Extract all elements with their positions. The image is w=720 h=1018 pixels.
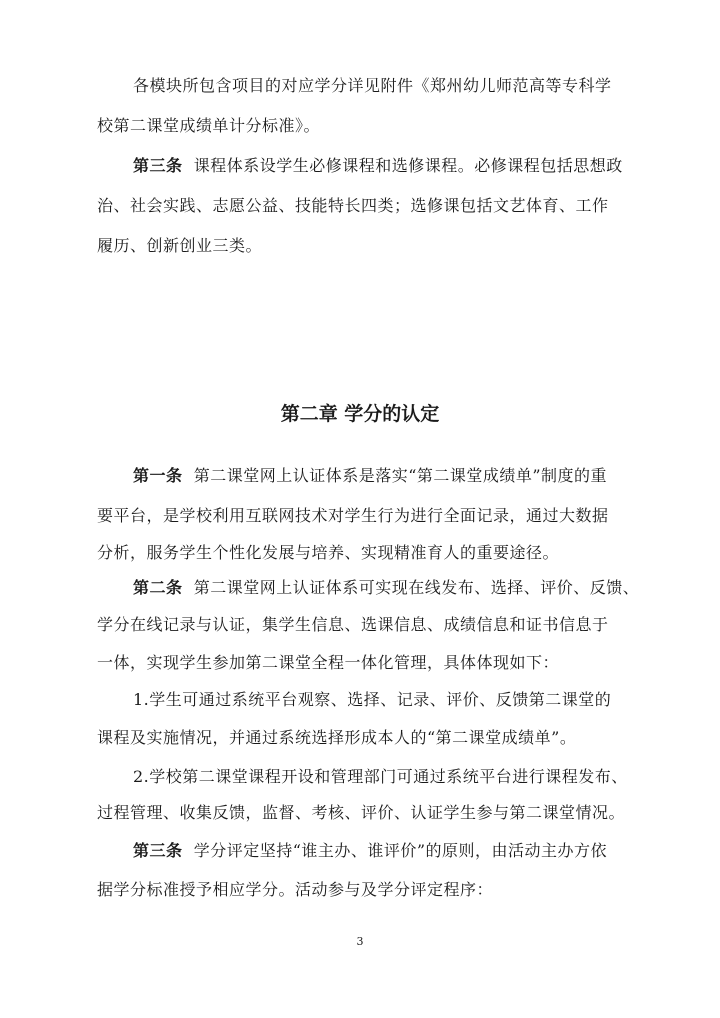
text-span: 过程管理、收集反馈，监督、考核、评价、认证学生参与第二课堂情况。 [97,803,626,822]
text-span: 要平台，是学校利用互联网技术对学生行为进行全面记录，通过大数据 [97,506,609,525]
text-span: 履历、创新创业三类。 [97,236,263,255]
text-span: 据学分标准授予相应学分。活动参与及学分评定程序： [97,880,494,899]
paragraph-line [0,76,720,96]
article-label: 第一条 [133,466,183,485]
paragraph-line [0,196,720,216]
paragraph-line [0,615,720,635]
text-span: 2.学校第二课堂课程开设和管理部门可通过系统平台进行课程发布、 [133,767,628,786]
paragraph-line [0,728,720,748]
paragraph-line [0,543,720,563]
text-span: 一体，实现学生参加第二课堂全程一体化管理，具体体现如下： [97,653,560,672]
text-span: 各模块所包含项目的对应学分详见附件《郑州幼儿师范高等专科学 [133,76,612,95]
paragraph-line [0,653,720,673]
article-label: 第三条 [133,841,183,860]
list-item-line [0,767,720,787]
article-line [0,841,720,861]
text-span: 课程及实施情况，并通过系统选择形成本人的“第二课堂成绩单”。 [97,728,577,747]
text-span: 第二课堂网上认证体系是落实“第二课堂成绩单”制度的重 [193,466,608,485]
article-line [0,578,720,598]
article-line [0,466,720,486]
text-span: 第二课堂网上认证体系可实现在线发布、选择、评价、反馈、 [193,578,640,597]
text-span: 学分在线记录与认证，集学生信息、选课信息、成绩信息和证书信息于 [97,615,609,634]
article-line [0,156,720,176]
text-span: 分析，服务学生个性化发展与培养、实现精准育人的重要途径。 [97,543,560,562]
paragraph-line [0,506,720,526]
text-span: 校第二课堂成绩单计分标准》。 [97,116,321,135]
page-number: 3 [356,935,364,948]
paragraph-line [0,880,720,900]
text-span: 学分评定坚持“谁主办、谁评价”的原则，由活动主办方依 [193,841,608,860]
article-label: 第二条 [133,578,183,597]
paragraph-line [0,116,720,136]
article-label: 第三条 [133,156,183,175]
chapter-title: 第二章 学分的认定 [280,403,440,425]
text-span: 1.学生可通过系统平台观察、选择、记录、评价、反馈第二课堂的 [133,690,612,709]
paragraph-line [0,803,720,823]
list-item-line [0,690,720,710]
paragraph-line [0,236,720,256]
text-span: 课程体系设学生必修课程和选修课程。必修课程包括思想政 [193,156,623,175]
text-span: 治、社会实践、志愿公益、技能特长四类；选修课包括文艺体育、工作 [97,196,609,215]
